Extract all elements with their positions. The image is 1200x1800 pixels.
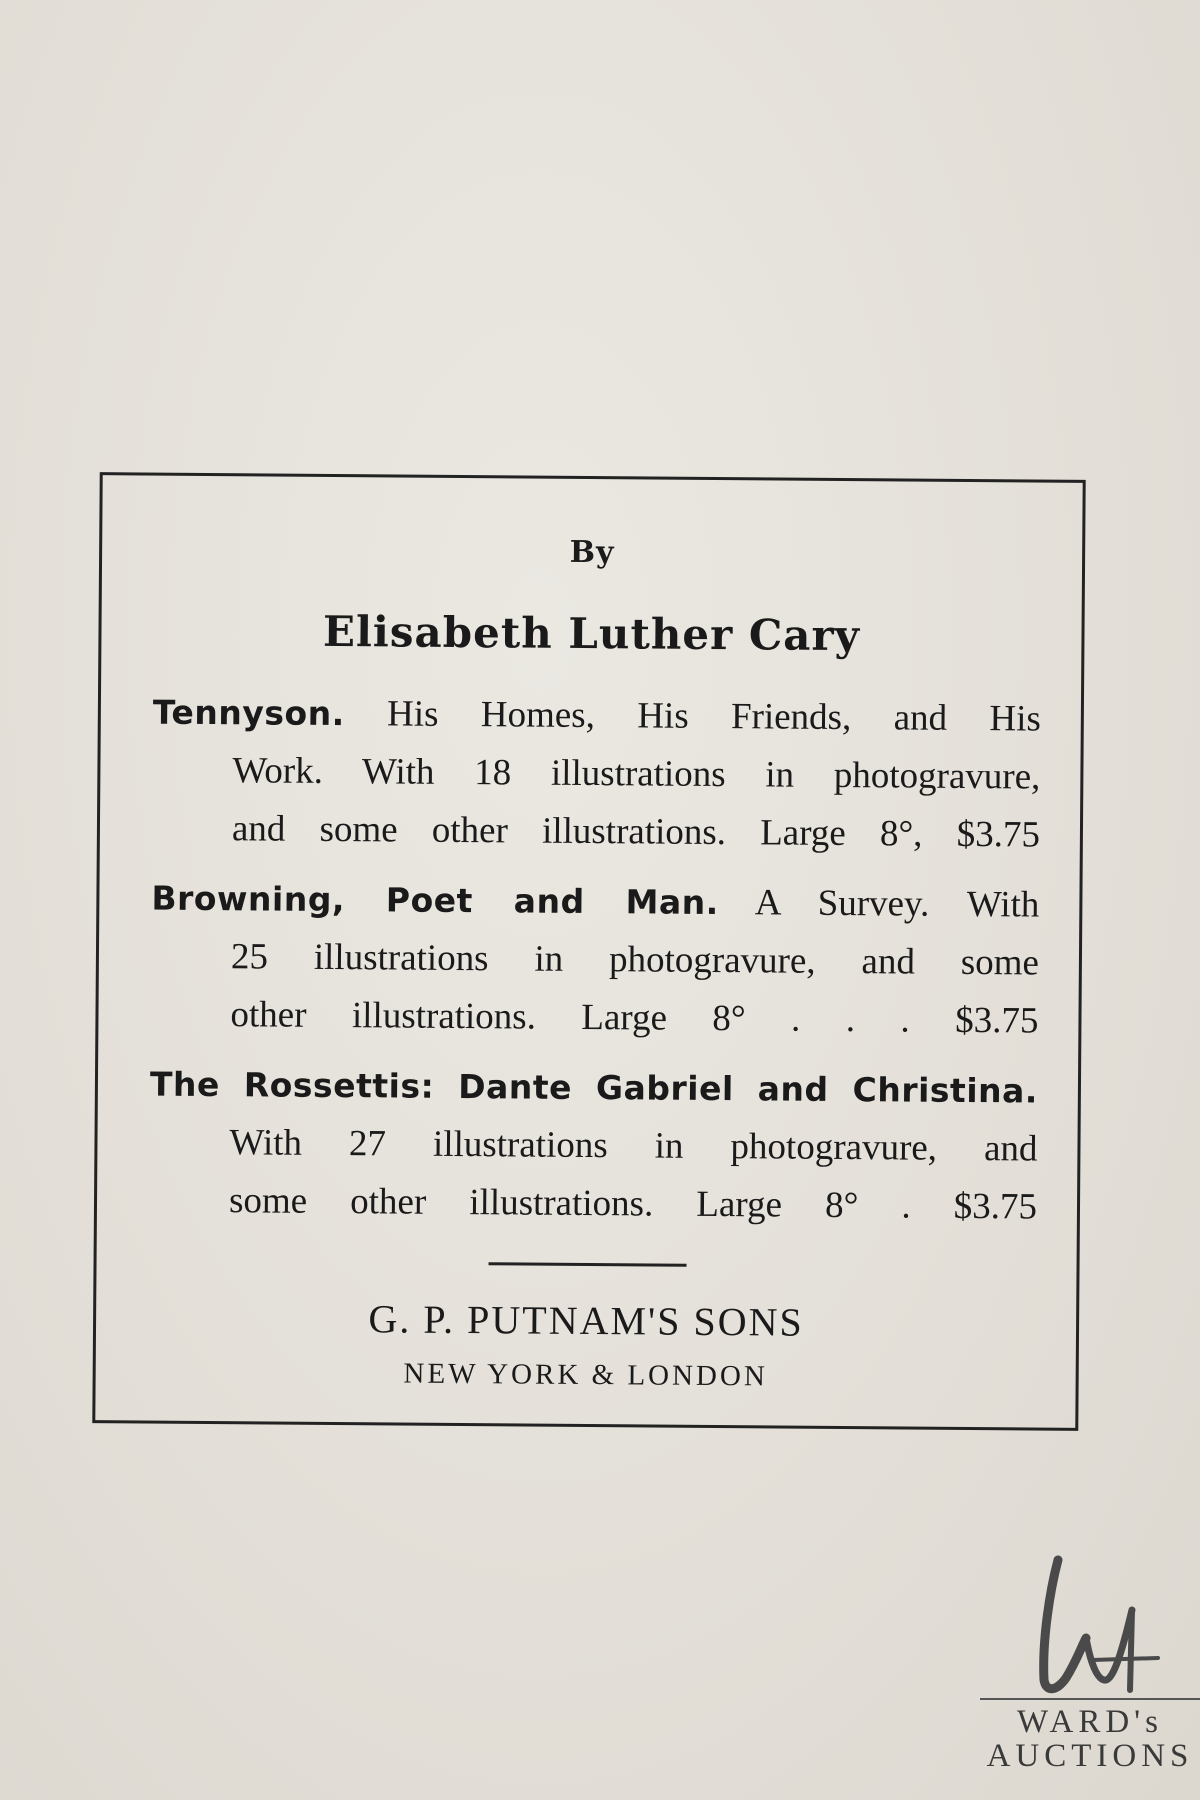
book-title: Tennyson. [152, 692, 345, 734]
auction-watermark [980, 1550, 1200, 1800]
watermark-rule [980, 1698, 1200, 1700]
watermark-line-1: WARD's [1017, 1704, 1163, 1740]
author-name: Elisabeth Luther Cary [322, 606, 861, 661]
book-price-line: and some other illustrations. Large 8°, $3.75 [231, 808, 1041, 856]
book-desc-line: A Survey. With [754, 882, 1040, 926]
book-desc-line: 25 illustrations in photogravure, and some [230, 936, 1040, 984]
advertisement-box [92, 472, 1085, 1431]
watermark-text [980, 1705, 1200, 1773]
book-list [149, 684, 1041, 1249]
book-entry-browning [150, 870, 1039, 1051]
publisher-name: G. P. PUTNAM'S SONS [368, 1296, 804, 1345]
book-entry-rossettis [149, 1056, 1038, 1237]
book-desc-line: With 27 illustrations in photogravure, and [229, 1122, 1038, 1170]
by-heading: By [569, 534, 615, 571]
book-price-line: other illustrations. Large 8° . . . $3.75 [230, 994, 1039, 1042]
wa-logo-icon [1020, 1550, 1170, 1700]
watermark-line-2: AUCTIONS [986, 1738, 1194, 1774]
book-desc-line: His Homes, His Friends, and His [386, 693, 1042, 740]
divider-rule [489, 1262, 687, 1267]
book-title: The Rossettis: Dante Gabriel and Christina. [149, 1064, 1039, 1111]
book-price-line: some other illustrations. Large 8° . $3.75 [228, 1180, 1038, 1228]
book-entry-tennyson [152, 684, 1041, 865]
publisher-city: NEW YORK & LONDON [403, 1357, 768, 1393]
book-title: Browning, Poet and Man. [151, 878, 719, 923]
book-desc-line: Work. With 18 illustrations in photogravure, [232, 750, 1041, 798]
